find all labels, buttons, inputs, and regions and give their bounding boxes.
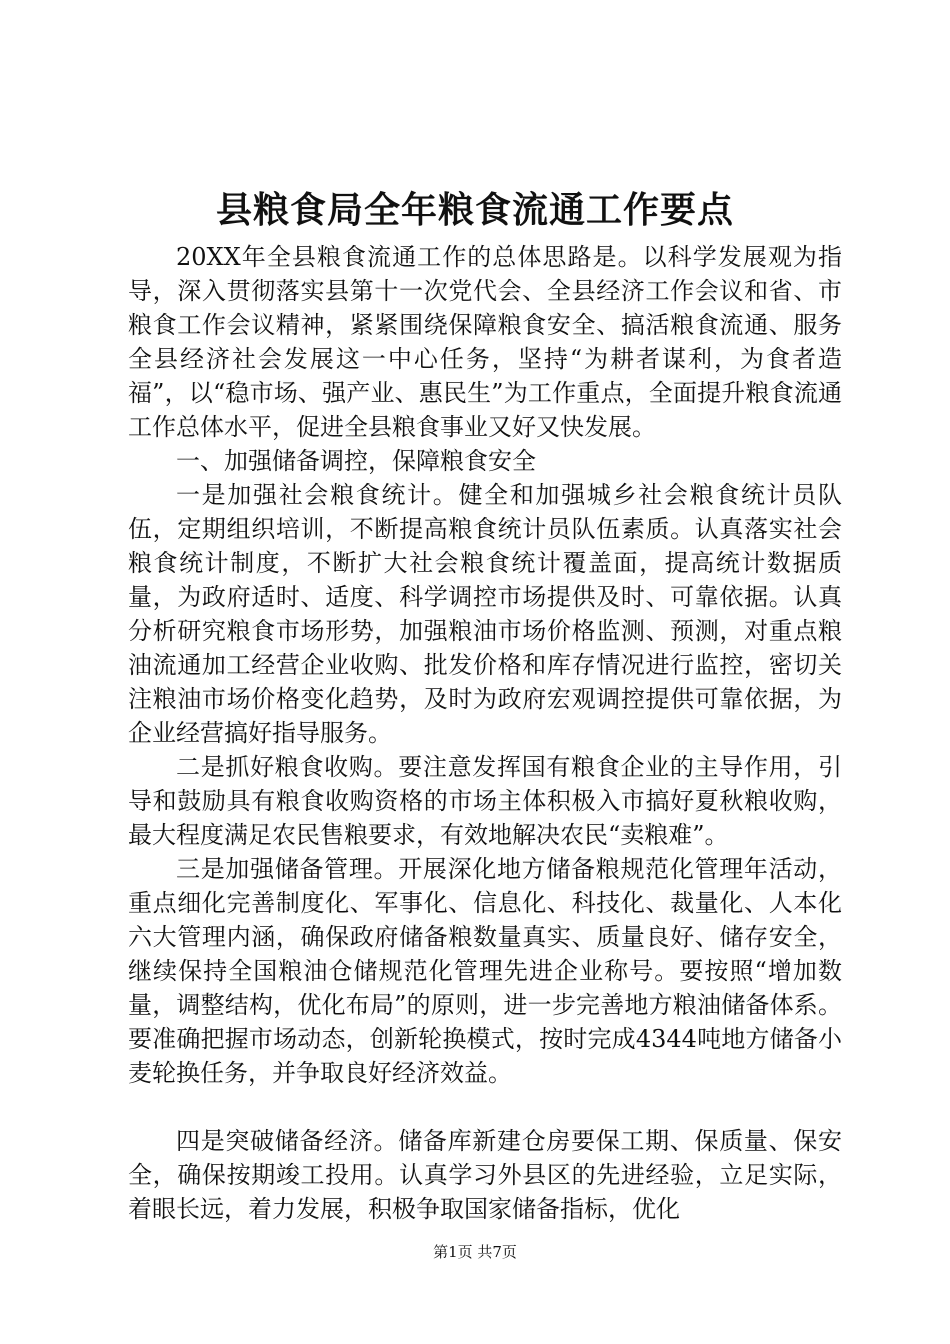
paragraph-intro: 20XX年全县粮食流通工作的总体思路是。以科学发展观为指导，深入贯彻落实县第十一次党代会、全县经济工作会议和省、市粮食工作会议精神，紧紧围绕保障粮食安全、搞活粮食流通、服务全县经济社会发展这一中心任务，坚持“为耕者谋利，为食者造福”，以“稳市场、强产业、惠民生”为工作重点，全面提升粮食流通工作总体水平，促进全县粮食事业又好又快发展。 (128, 243, 842, 441)
document-body (128, 240, 842, 1226)
paragraph-reserve-economy: 四是突破储备经济。储备库新建仓房要保工期、保质量、保安全，确保按期竣工投用。认真学习外县区的先进经验，立足实际，着眼长远，着力发展，积极争取国家储备指标，优化 (128, 1127, 842, 1223)
paragraph-statistics: 一是加强社会粮食统计。健全和加强城乡社会粮食统计员队伍，定期组织培训，不断提高粮食统计员队伍素质。认真落实社会粮食统计制度，不断扩大社会粮食统计覆盖面，提高统计数据质量，为政府适时、适度、科学调控市场提供及时、可靠依据。认真分析研究粮食市场形势，加强粮油市场价格监测、预测，对重点粮油流通加工经营企业收购、批发价格和库存情况进行监控，密切关注粮油市场价格变化趋势，及时为政府宏观调控提供可靠依据，为企业经营搞好指导服务。 (128, 481, 842, 747)
paragraph-storage: 三是加强储备管理。开展深化地方储备粮规范化管理年活动，重点细化完善制度化、军事化、信息化、科技化、裁量化、人本化六大管理内涵，确保政府储备粮数量真实、质量良好、储存安全，继续保持全国粮油仓储规范化管理先进企业称号。要按照“增加数量，调整结构，优化布局”的原则，进一步完善地方粮油储备体系。要准确把握市场动态，创新轮换模式，按时完成4344吨地方储备小麦轮换任务，并争取良好经济效益。 (128, 855, 842, 1087)
paragraph-purchase: 二是抓好粮食收购。要注意发挥国有粮食企业的主导作用，引导和鼓励具有粮食收购资格的市场主体积极入市搞好夏秋粮收购，最大程度满足农民售粮要求，有效地解决农民“卖粮难”。 (128, 753, 842, 849)
page-footer: 第1页 共7页 (433, 1243, 517, 1261)
document-title: 县粮食局全年粮食流通工作要点 (215, 189, 734, 231)
section-heading: 一、加强储备调控，保障粮食安全 (176, 447, 536, 475)
